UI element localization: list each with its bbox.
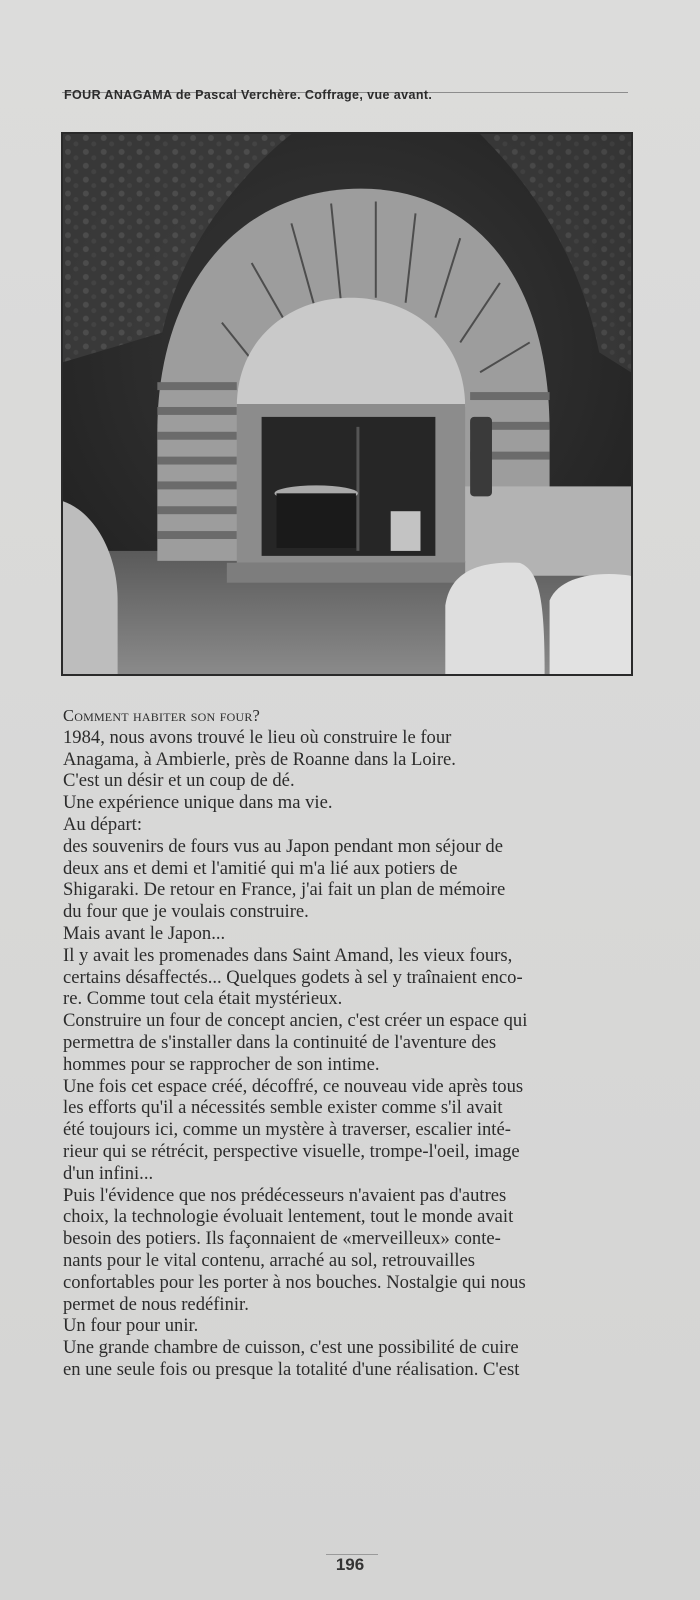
text-line: confortables pour les porter à nos bouches. Nostalgie qui nous (63, 1271, 526, 1293)
text-line: en une seule fois ou presque la totalité d'une réalisation. C'est (63, 1358, 520, 1380)
text-line: permet de nous redéfinir. (63, 1293, 249, 1315)
article-body (63, 705, 643, 1381)
text-line: Puis l'évidence que nos prédécesseurs n'avaient pas d'autres (63, 1184, 507, 1206)
text-line: Construire un four de concept ancien, c'est créer un espace qui (63, 1010, 528, 1032)
text-line: rieur qui se rétrécit, perspective visuelle, trompe-l'oeil, image (63, 1140, 520, 1162)
text-line: d'un infini... (63, 1162, 154, 1184)
text-line: Il y avait les promenades dans Saint Amand, les vieux fours, (63, 944, 513, 966)
text-line: Au départ: (63, 813, 142, 835)
text-line: les efforts qu'il a nécessités semble exister comme s'il avait (63, 1097, 503, 1119)
text-line: re. Comme tout cela était mystérieux. (63, 988, 343, 1010)
text-line: Anagama, à Ambierle, près de Roanne dans la Loire. (63, 748, 456, 770)
page-number: 196 (335, 1555, 365, 1574)
text-line: Une fois cet espace créé, décoffré, ce nouveau vide après tous (63, 1075, 524, 1097)
text-line: nants pour le vital contenu, arraché au sol, retrouvailles (63, 1249, 476, 1271)
text-line: certains désaffectés... Quelques godets à sel y traînaient enco- (63, 966, 523, 988)
text-line: deux ans et demi et l'amitié qui m'a lié aux potiers de (63, 857, 458, 879)
text-line: permettra de s'installer dans la continuité de l'aventure des (63, 1031, 497, 1053)
text-line: Un four pour unir. (63, 1315, 199, 1337)
text-line: besoin des potiers. Ils façonnaient de «merveilleux» conte- (63, 1228, 501, 1250)
kiln-formwork-image (63, 134, 631, 674)
text-line: choix, la technologie évoluait lentement, tout le monde avait (63, 1206, 514, 1228)
text-line: du four que je voulais construire. (63, 901, 309, 923)
text-line: hommes pour se rapprocher de son intime. (63, 1053, 380, 1075)
text-line: des souvenirs de fours vus au Japon pendant mon séjour de (63, 835, 503, 857)
text-line: Une grande chambre de cuisson, c'est une possibilité de cuire (63, 1337, 519, 1359)
text-line: Mais avant le Japon... (63, 922, 226, 944)
article-heading: Comment habiter son four? (63, 706, 261, 725)
photo-caption: FOUR ANAGAMA de Pascal Verchère. Coffrage, vue avant. (64, 88, 433, 102)
text-line: Shigaraki. De retour en France, j'ai fait un plan de mémoire (63, 879, 506, 901)
text-line: été toujours ici, comme un mystère à traverser, escalier inté- (63, 1119, 511, 1141)
kiln-photograph (61, 132, 633, 676)
text-line: C'est un désir et un coup de dé. (63, 770, 295, 792)
text-line: 1984, nous avons trouvé le lieu où construire le four (63, 726, 452, 748)
text-line: Une expérience unique dans ma vie. (63, 792, 333, 814)
